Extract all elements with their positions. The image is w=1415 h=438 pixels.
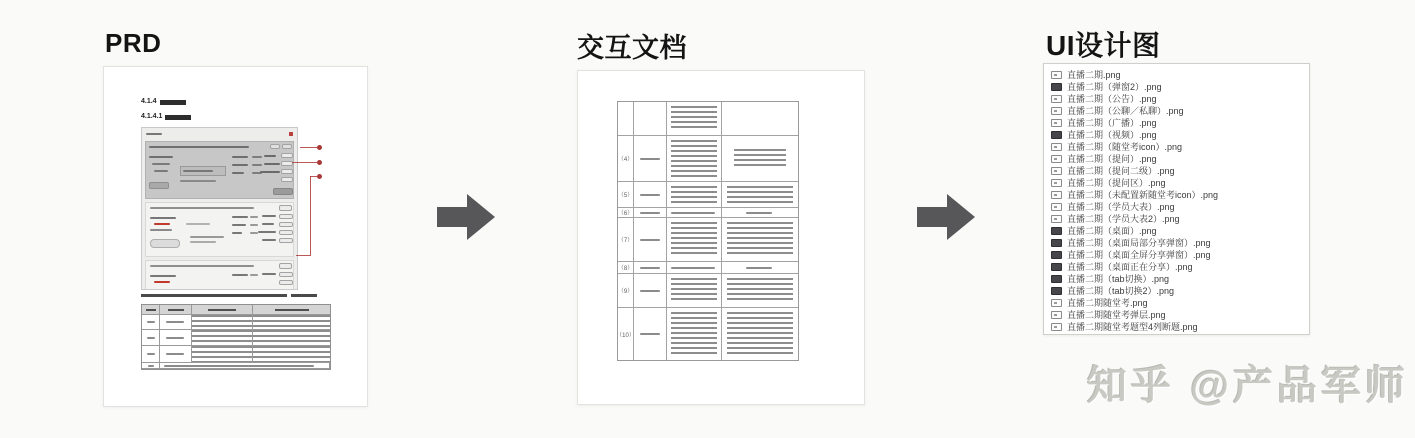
file-item	[1051, 153, 1302, 165]
image-filled-icon	[1051, 83, 1062, 91]
annotation-line-3-vertical	[310, 176, 311, 256]
file-name: 直播二期（桌面全屏分享弹窗）.png	[1067, 250, 1211, 260]
file-name: 直播二期（公告）.png	[1067, 94, 1157, 104]
doc-cell-description	[667, 218, 722, 261]
file-item	[1051, 129, 1302, 141]
file-name: 直播二期（提问二级）.png	[1067, 166, 1175, 176]
image-filled-icon	[1051, 275, 1062, 283]
prd-heading-2	[141, 114, 191, 120]
doc-cell-notes	[722, 136, 798, 181]
prd-section-title: PRD	[105, 28, 162, 58]
doc-table-row	[618, 308, 798, 360]
file-name: 直播二期（提问区）.png	[1067, 178, 1166, 188]
doc-table-row	[618, 262, 798, 274]
prd-heading-1-number: 4.1.4	[141, 98, 157, 105]
file-item	[1051, 81, 1302, 93]
image-filled-icon	[1051, 251, 1062, 259]
ui-design-section-title: UI设计图	[1046, 30, 1161, 61]
image-outline-icon	[1051, 179, 1062, 187]
doc-table-row	[618, 102, 798, 136]
file-name: 直播二期（广播）.png	[1067, 118, 1157, 128]
watermark: 知乎 @产品军师	[1086, 364, 1409, 408]
doc-cell-notes	[722, 274, 798, 307]
prd-caption-text-blur	[141, 294, 287, 297]
doc-cell-notes	[722, 102, 798, 135]
interaction-doc-table	[617, 101, 799, 361]
doc-cell-notes	[722, 182, 798, 207]
image-outline-icon	[1051, 107, 1062, 115]
prd-page	[103, 66, 368, 407]
prd-wireframe-mockup	[141, 127, 298, 290]
doc-cell-label	[634, 308, 667, 360]
file-name: 直播二期（桌面局部分享弹窗）.png	[1067, 238, 1211, 248]
doc-cell-description	[667, 136, 722, 181]
prd-heading-1-text-blur	[160, 100, 186, 105]
mockup-dark-panel	[145, 141, 294, 199]
arrow-right-icon	[917, 194, 975, 240]
doc-cell-description	[667, 274, 722, 307]
prd-heading-2-text-blur	[165, 115, 191, 120]
file-name: 直播二期（tab切换2）.png	[1067, 286, 1175, 296]
doc-cell-number: （5）	[618, 182, 634, 207]
file-item	[1051, 141, 1302, 153]
doc-cell-notes	[722, 208, 798, 217]
file-name: 直播二期（视频）.png	[1067, 130, 1157, 140]
image-filled-icon	[1051, 227, 1062, 235]
doc-cell-number: （9）	[618, 274, 634, 307]
file-name: 直播二期（桌面）.png	[1067, 226, 1157, 236]
file-item	[1051, 261, 1302, 273]
doc-cell-number: （4）	[618, 136, 634, 181]
file-item	[1051, 225, 1302, 237]
doc-table-row	[618, 274, 798, 308]
file-item	[1051, 285, 1302, 297]
interaction-section-title: 交互文档	[577, 33, 687, 63]
doc-cell-description	[667, 102, 722, 135]
mockup-close-icon	[289, 132, 293, 136]
doc-table-row	[618, 218, 798, 262]
prd-requirements-table	[141, 304, 331, 370]
doc-cell-number: （10）	[618, 308, 634, 360]
file-item	[1051, 321, 1302, 333]
mockup-list-section-1	[145, 202, 294, 257]
interaction-doc-page	[577, 70, 865, 405]
file-name: 直播二期随堂考弹层.png	[1067, 310, 1166, 320]
file-name: 直播二期（提问）.png	[1067, 154, 1157, 164]
image-outline-icon	[1051, 215, 1062, 223]
image-outline-icon	[1051, 167, 1062, 175]
file-name: 直播二期（学员大表）.png	[1067, 202, 1175, 212]
image-filled-icon	[1051, 263, 1062, 271]
image-outline-icon	[1051, 155, 1062, 163]
file-name: 直播二期（未配置新随堂考icon）.png	[1067, 190, 1219, 200]
image-filled-icon	[1051, 239, 1062, 247]
image-outline-icon	[1051, 95, 1062, 103]
doc-cell-label	[634, 274, 667, 307]
doc-table-row	[618, 182, 798, 208]
doc-cell-number: （8）	[618, 262, 634, 273]
file-name: 直播二期.png	[1067, 70, 1121, 80]
annotation-line-2	[292, 162, 319, 163]
doc-cell-notes	[722, 218, 798, 261]
image-outline-icon	[1051, 191, 1062, 199]
doc-cell-number: （6）	[618, 208, 634, 217]
file-name: 直播二期（桌面正在分享）.png	[1067, 262, 1193, 272]
prd-heading-1	[141, 99, 186, 105]
file-item	[1051, 189, 1302, 201]
mockup-window-title-blur	[146, 133, 162, 135]
doc-cell-label	[634, 208, 667, 217]
file-item	[1051, 237, 1302, 249]
annotation-line-3	[310, 176, 319, 177]
doc-cell-description	[667, 262, 722, 273]
file-name: 直播二期（弹窗2）.png	[1067, 82, 1162, 92]
file-item	[1051, 177, 1302, 189]
file-item	[1051, 201, 1302, 213]
file-list	[1043, 63, 1310, 335]
file-item	[1051, 297, 1302, 309]
doc-cell-label	[634, 218, 667, 261]
image-outline-icon	[1051, 311, 1062, 319]
image-outline-icon	[1051, 71, 1062, 79]
file-name: 直播二期（随堂考icon）.png	[1067, 142, 1183, 152]
image-filled-icon	[1051, 131, 1062, 139]
doc-cell-notes	[722, 262, 798, 273]
annotation-line-3-connector	[296, 255, 310, 256]
image-outline-icon	[1051, 119, 1062, 127]
annotation-line-1	[300, 147, 319, 148]
file-item	[1051, 117, 1302, 129]
prd-caption-text-blur-2	[291, 294, 317, 297]
file-item	[1051, 165, 1302, 177]
doc-cell-label	[634, 102, 667, 135]
file-name: 直播二期随堂考题型4列断题.png	[1067, 322, 1198, 332]
file-item	[1051, 309, 1302, 321]
doc-cell-description	[667, 308, 722, 360]
prd-heading-2-number: 4.1.4.1	[141, 113, 163, 120]
doc-cell-label	[634, 182, 667, 207]
doc-cell-number	[618, 102, 634, 135]
file-item	[1051, 93, 1302, 105]
file-name: 直播二期随堂考.png	[1067, 298, 1148, 308]
file-item	[1051, 105, 1302, 117]
image-outline-icon	[1051, 323, 1062, 331]
image-outline-icon	[1051, 143, 1062, 151]
file-name: 直播二期（学员大表2）.png	[1067, 214, 1180, 224]
file-name: 直播二期（公聊／私聊）.png	[1067, 106, 1184, 116]
image-filled-icon	[1051, 287, 1062, 295]
doc-table-row	[618, 208, 798, 218]
file-item	[1051, 213, 1302, 225]
doc-cell-notes	[722, 308, 798, 360]
mockup-red-text-blur	[154, 223, 170, 225]
image-outline-icon	[1051, 203, 1062, 211]
arrow-right-icon	[437, 194, 495, 240]
doc-cell-label	[634, 136, 667, 181]
doc-cell-description	[667, 182, 722, 207]
doc-cell-label	[634, 262, 667, 273]
file-item	[1051, 69, 1302, 81]
file-item	[1051, 249, 1302, 261]
doc-cell-number: （7）	[618, 218, 634, 261]
file-item	[1051, 273, 1302, 285]
doc-cell-description	[667, 208, 722, 217]
mockup-list-section-2	[145, 260, 294, 290]
file-name: 直播二期（tab切换）.png	[1067, 274, 1170, 284]
doc-table-row	[618, 136, 798, 182]
image-outline-icon	[1051, 299, 1062, 307]
